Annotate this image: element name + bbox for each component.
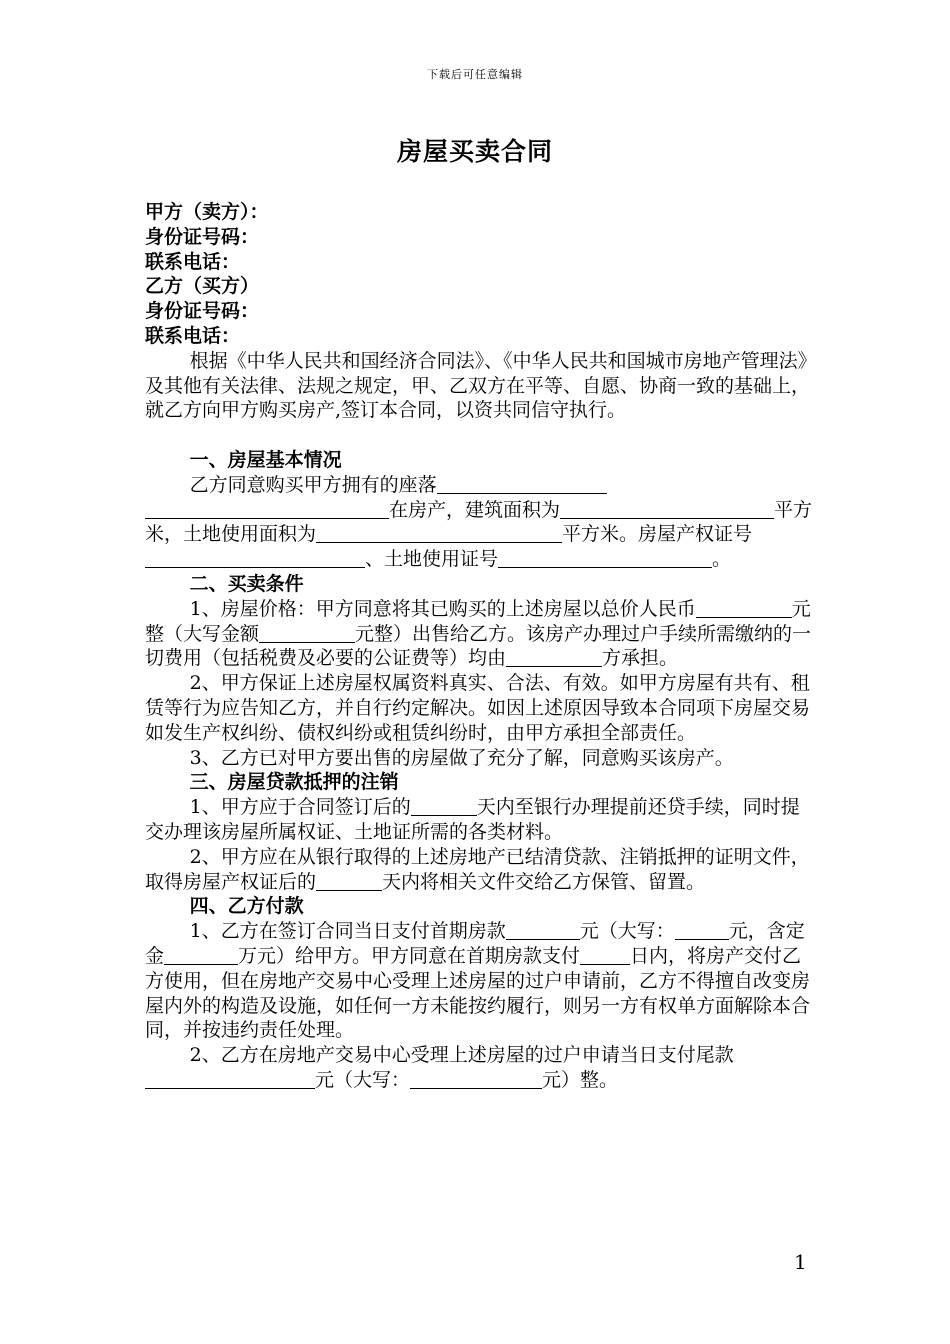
days-blank-2 xyxy=(316,872,382,891)
s1-text-1: 乙方同意购买甲方拥有的座落 xyxy=(189,473,437,496)
s2-p1-text-d: 方承担。 xyxy=(602,647,679,670)
final-payment-blank xyxy=(145,1070,315,1089)
document-title: 房屋买卖合同 xyxy=(396,137,553,166)
handover-days-blank xyxy=(580,946,630,965)
final-payment-words-blank xyxy=(410,1070,542,1089)
section-2-paragraph-2: 2、甲方保证上述房屋权属资料真实、合法、有效。如甲方房屋有共有、租赁等行为应告知乙方，并自行约定解决。如因上述原因导致本合同项下房屋交易如发生产权纠纷、债权纠纷或租赁纠纷时，由甲方承担全部责任。 xyxy=(145,672,811,744)
section-3-paragraph-2 xyxy=(145,845,817,895)
party-a-phone-label: 联系电话： xyxy=(145,250,241,273)
s1-text-2: 在房产，建筑面积为 xyxy=(389,498,561,521)
s3-p2-text-a: 2、甲方应在从银行取得的上述房地产已结清贷款、注销抵押的证明文件，取得房屋产权证后的 xyxy=(145,845,810,893)
s1-text-5: 、土地使用证号 xyxy=(365,548,499,571)
land-area-blank xyxy=(316,524,562,543)
land-cert-blank xyxy=(498,549,712,568)
section-2-paragraph-3: 3、乙方已对甲方要出售的房屋做了充分了解，同意购买该房产。 xyxy=(189,746,734,769)
s3-p1-text-b: 天内至银行办理提前还贷手续，同时提交办理该房屋所属权证、土地证所需的各类材料。 xyxy=(145,796,800,843)
s4-p2-text-c: 元）整。 xyxy=(542,1068,619,1091)
down-payment-words-blank xyxy=(675,921,729,940)
s4-p2-text-b: 元（大写： xyxy=(315,1068,411,1091)
page-number: 1 xyxy=(794,1250,807,1274)
building-area-blank xyxy=(560,500,774,519)
section-spacer xyxy=(145,423,817,448)
s4-p1-text-b: 元（大写： xyxy=(579,920,675,943)
section-2-paragraph-1 xyxy=(145,597,817,671)
preamble-paragraph: 根据《中华人民共和国经济合同法》、《中华人民共和国城市房地产管理法》及其他有关法律、法规之规定，甲、乙双方在平等、自愿、协商一致的基础上，就乙方向甲方购买房产,签订本合同，以资共同信守执行。 xyxy=(145,349,817,422)
s4-p1-text-c: 元，含定金 xyxy=(145,920,805,967)
s4-p1-text-a: 1、乙方在签订合同当日支付首期房款 xyxy=(189,920,506,943)
s4-p2-text-a: 2、乙方在房地产交易中心受理上述房屋的过户申请当日支付尾款 xyxy=(189,1044,734,1067)
s2-p1-text-a: 1、房屋价格：甲方同意将其已购买的上述房屋以总价人民币 xyxy=(189,597,696,620)
s1-text-3: 平方米，土地使用面积为 xyxy=(145,498,813,546)
party-a-seller-label: 甲方（卖方）： xyxy=(145,201,269,223)
contract-body xyxy=(145,200,817,1093)
s3-p2-text-b: 天内将相关文件交给乙方保管、留置。 xyxy=(382,870,706,893)
section-2-heading: 二、买卖条件 xyxy=(189,572,304,595)
location-blank xyxy=(437,475,607,494)
section-3-heading: 三、房屋贷款抵押的注销 xyxy=(189,771,399,794)
days-blank-1 xyxy=(411,797,477,816)
s4-p1-text-e: 日内，将房产交付乙方使用，但在房地产交易中心受理上述房屋的过户申请前，乙方不得擅自改变房屋内外的构造及设施，如任何一方未能按约履行，则另一方有权单方面解除本合同，并按违约责任处理。 xyxy=(145,944,811,1042)
down-payment-blank xyxy=(506,921,580,940)
s2-p1-text-b: 元整（大写金额 xyxy=(145,597,811,645)
property-cert-blank xyxy=(145,549,365,568)
location-blank-cont xyxy=(145,500,389,519)
party-b-buyer-label: 乙方（买方） xyxy=(145,275,260,298)
party-b-id-label: 身份证号码： xyxy=(145,300,260,323)
section-1-paragraph xyxy=(145,473,817,572)
party-a-id-label: 身份证号码： xyxy=(145,225,260,248)
price-words-blank xyxy=(259,624,355,643)
section-4-heading: 四、乙方付款 xyxy=(189,895,304,918)
price-blank xyxy=(696,599,792,618)
s1-text-4: 平方米。房屋产权证号 xyxy=(562,523,753,546)
section-4-paragraph-1 xyxy=(145,919,817,1043)
s1-text-6: 。 xyxy=(712,548,732,571)
party-b-phone-label: 联系电话： xyxy=(145,324,241,347)
section-1-heading: 一、房屋基本情况 xyxy=(189,448,342,471)
section-4-paragraph-2 xyxy=(145,1043,817,1093)
deposit-blank xyxy=(164,946,238,965)
s4-p1-text-d: 万元）给甲方。甲方同意在首期房款支付 xyxy=(238,944,581,967)
page-header-note: 下载后可任意编辑 xyxy=(427,68,523,81)
fee-party-blank xyxy=(506,648,602,667)
s2-p1-text-c: 元整）出售给乙方。该房产办理过户手续所需缴纳的一切费用（包括税费及必要的公证费等）均由 xyxy=(145,622,812,670)
section-3-paragraph-1 xyxy=(145,795,817,845)
s3-p1-text-a: 1、甲方应于合同签订后的 xyxy=(189,796,411,819)
